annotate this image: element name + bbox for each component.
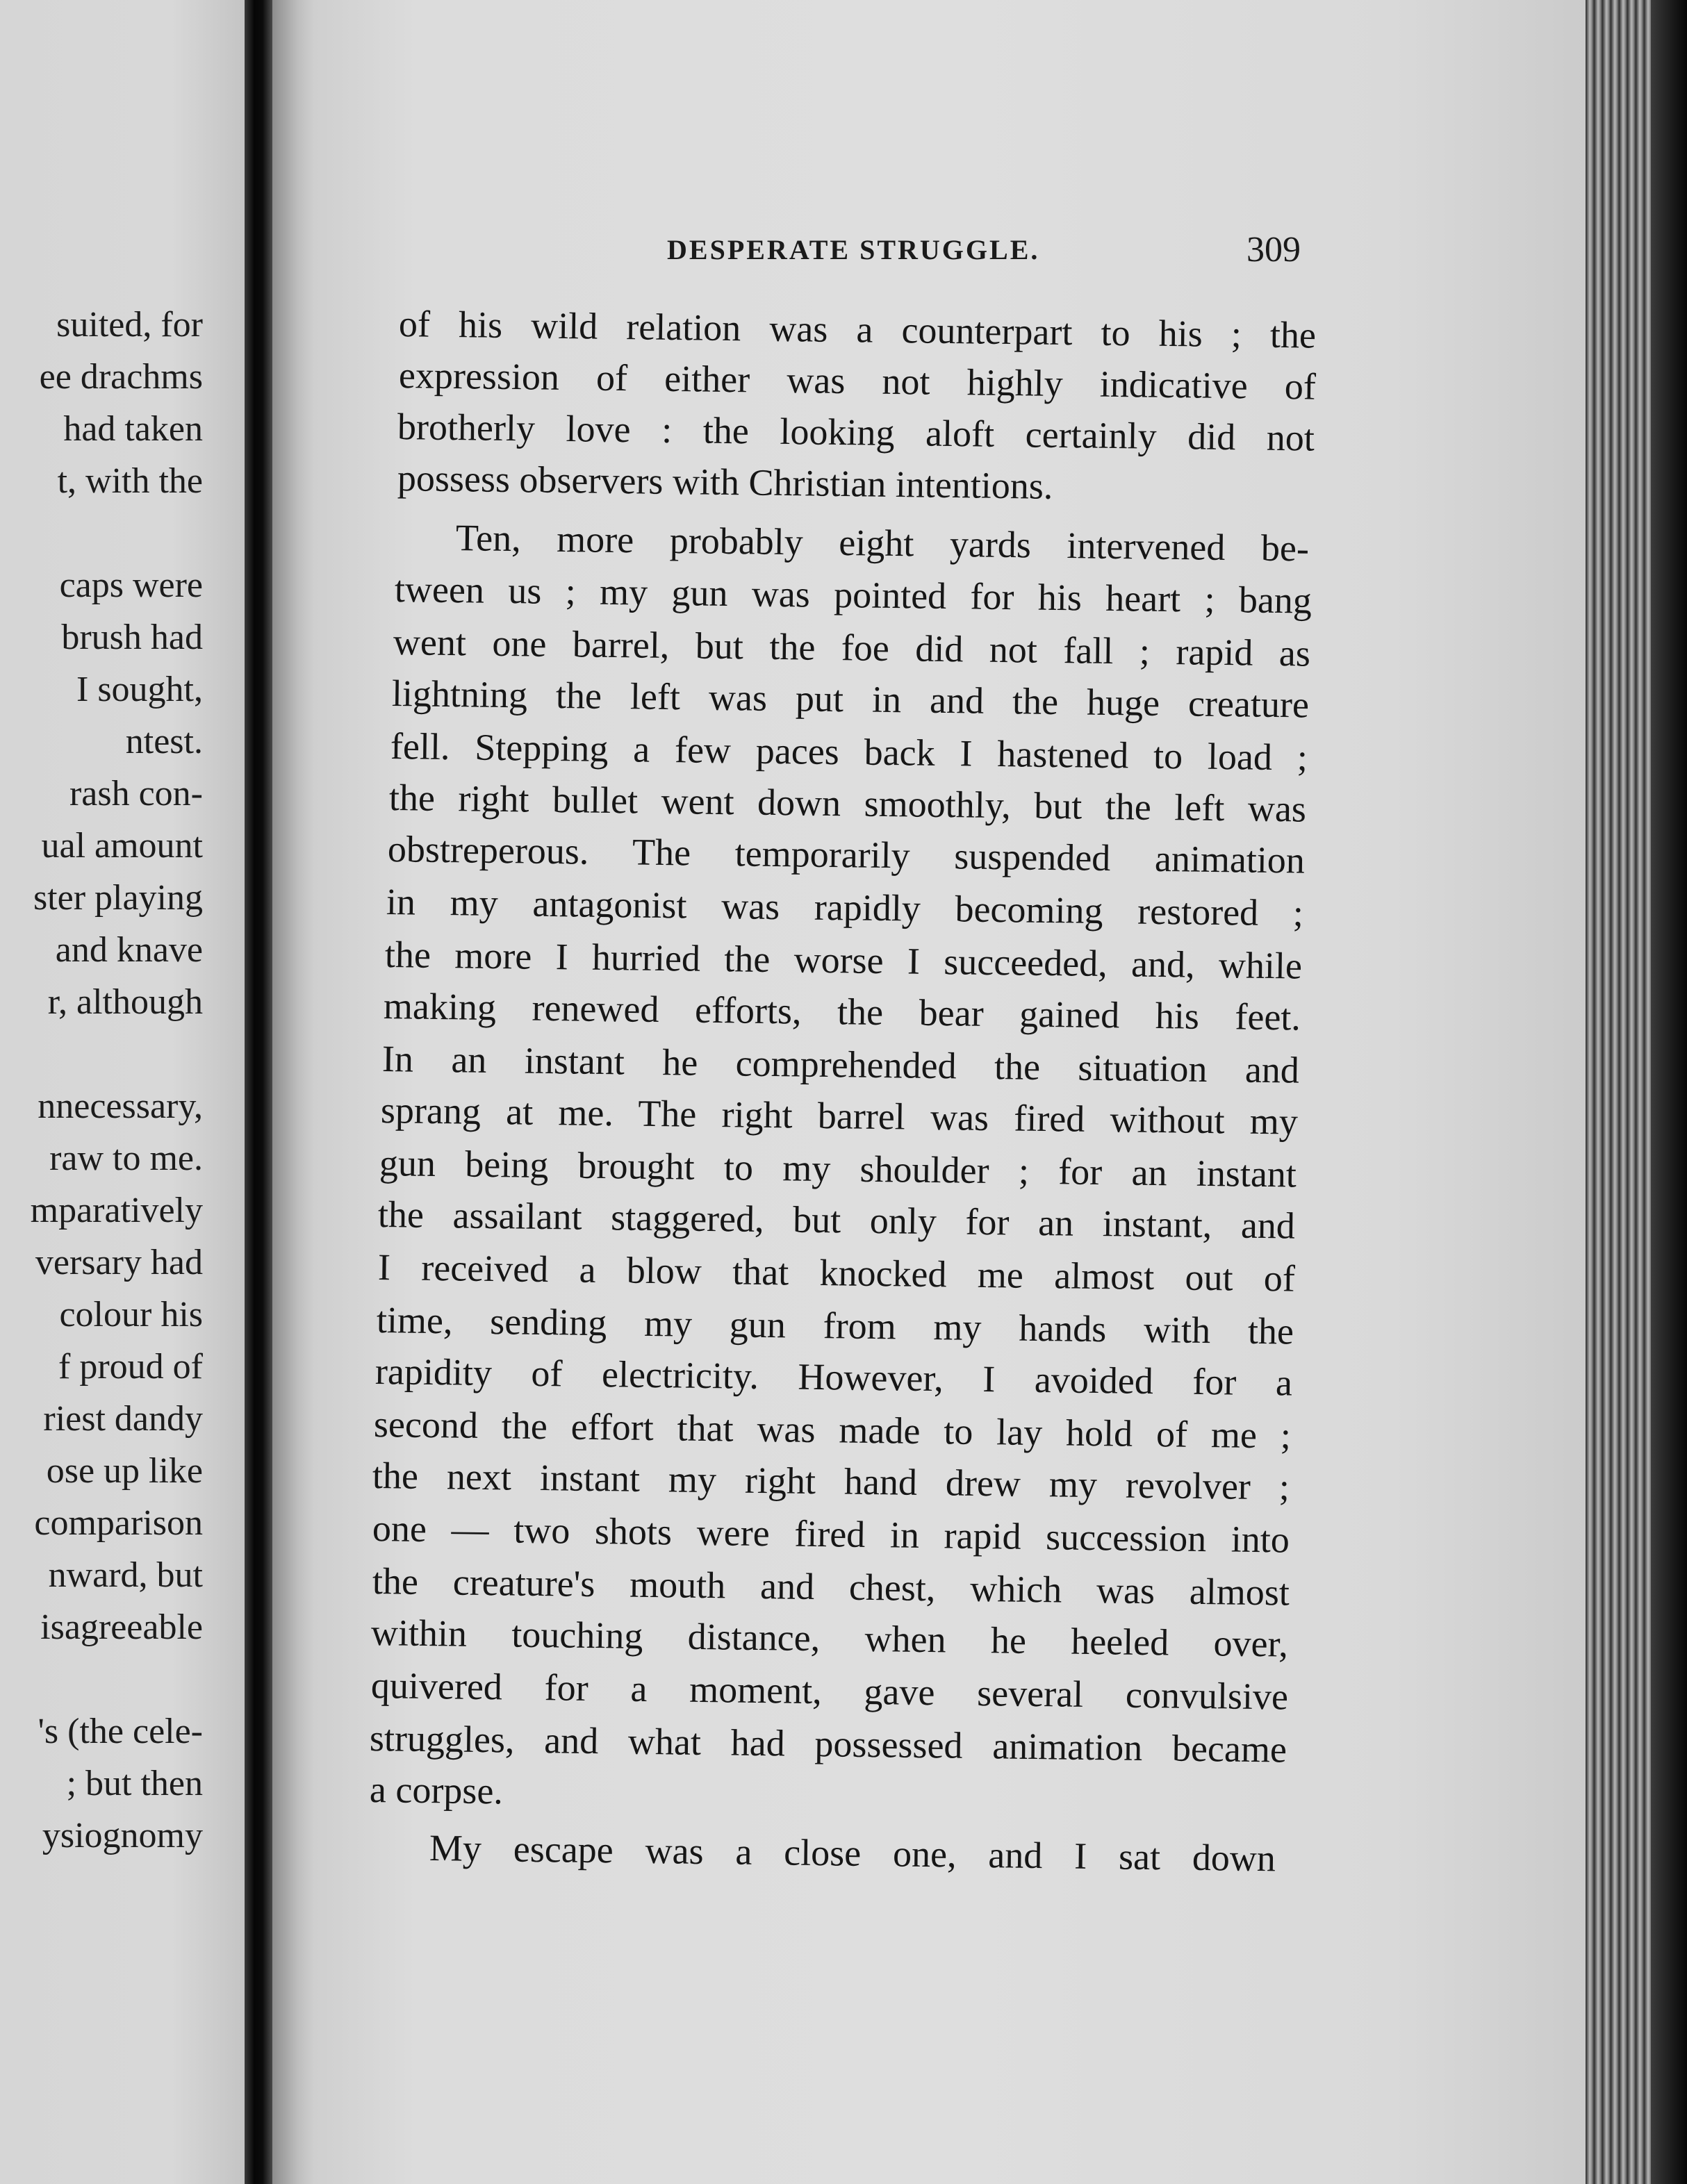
body-line: a corpse. xyxy=(369,1769,504,1812)
left-page-line: riest dandy xyxy=(43,1399,203,1439)
left-page-line: and knave xyxy=(55,930,203,970)
body-line: time, sending my gun from my hands with the xyxy=(376,1299,1294,1352)
body-line: possess observers with Christian intentions. xyxy=(397,457,1053,507)
left-page-line: ysiognomy xyxy=(42,1816,203,1855)
left-page-line: comparison xyxy=(34,1503,203,1543)
body-line: the more I hurried the worse I succeeded, and, while xyxy=(384,934,1303,987)
running-title: DESPERATE STRUGGLE. xyxy=(667,234,1040,265)
body-line: went one barrel, but the foe did not fall ; rapid as xyxy=(393,621,1311,675)
body-line: making renewed efforts, the bear gained his feet. xyxy=(383,985,1301,1039)
left-page-line: colour his xyxy=(59,1295,203,1334)
left-page-line: ee drachms xyxy=(39,357,203,397)
body-line: struggles, and what had possessed animation became xyxy=(369,1717,1287,1771)
left-page-line: nnecessary, xyxy=(38,1086,203,1126)
gutter-shadow xyxy=(272,0,314,2184)
body-line: within touching distance, when he heeled over, xyxy=(370,1612,1289,1665)
body-line: In an instant he comprehended the situation and xyxy=(381,1038,1300,1091)
body-line: expression of either was not highly indicative of xyxy=(398,354,1317,408)
left-page-line: ster playing xyxy=(33,878,203,918)
left-page-line: 's (the cele- xyxy=(38,1712,203,1751)
body-line: gun being brought to my shoulder ; for an instant xyxy=(379,1142,1297,1196)
body-line: obstreperous. The temporarily suspended animation xyxy=(387,828,1306,882)
left-page-line: rash con- xyxy=(69,774,203,813)
left-page-line: f proud of xyxy=(58,1347,203,1387)
left-page-text xyxy=(0,299,203,1862)
body-line: I received a blow that knocked me almost out of xyxy=(377,1246,1296,1300)
left-page-line: versary had xyxy=(35,1243,203,1282)
body-line: in my antagonist was rapidly becoming restored ; xyxy=(386,881,1304,934)
body-line: quivered for a moment, gave several convulsive xyxy=(370,1664,1289,1718)
left-page-line: isagreeable xyxy=(40,1607,203,1647)
left-page-line: caps were xyxy=(59,565,203,605)
body-line: the creature's mouth and chest, which was almost xyxy=(372,1560,1290,1614)
body-line: lightning the left was put in and the huge creature xyxy=(391,672,1310,726)
body-line: the assailant staggered, but only for an instant, and xyxy=(377,1193,1296,1247)
left-page-line: raw to me. xyxy=(49,1139,203,1178)
body-line: fell. Stepping a few paces back I hastened to load ; xyxy=(390,725,1308,779)
body-line: My escape was a close one, and I sat down xyxy=(429,1827,1276,1880)
left-page-line: ; but then xyxy=(66,1764,203,1803)
body-line: rapidity of electricity. However, I avoided for a xyxy=(375,1350,1293,1404)
body-line: the next instant my right hand drew my revolver ; xyxy=(372,1455,1290,1508)
left-page-line xyxy=(0,507,203,559)
left-page-line: brush had xyxy=(61,618,203,657)
left-page-line xyxy=(0,1653,203,1705)
left-page xyxy=(0,0,245,2184)
body-line: Ten, more probably eight yards intervened be- xyxy=(455,517,1310,570)
left-page-line: ntest. xyxy=(125,722,203,761)
book-gutter xyxy=(245,0,272,2184)
body-line: sprang at me. The right barrel was fired without my xyxy=(380,1089,1299,1143)
left-page-line: ose up like xyxy=(46,1451,203,1491)
body-line: one — two shots were fired in rapid succession into xyxy=(372,1507,1290,1561)
left-page-line: had taken xyxy=(63,409,203,449)
left-page-line xyxy=(0,1028,203,1080)
left-page-line: suited, for xyxy=(56,305,203,345)
left-page-line: I sought, xyxy=(76,670,203,709)
book-edge xyxy=(1651,0,1687,2184)
page-number: 309 xyxy=(1246,230,1301,270)
body-line: of his wild relation was a counterpart to his ; the xyxy=(398,303,1317,356)
left-page-line: nward, but xyxy=(48,1555,203,1595)
body-line: tween us ; my gun was pointed for his heart ; bang xyxy=(394,568,1312,622)
body-line: second the effort that was made to lay hold of me ; xyxy=(373,1403,1292,1457)
body-line: the right bullet went down smoothly, but the left was xyxy=(388,777,1307,830)
body-line: brotherly love : the looking aloft certainly did not xyxy=(397,406,1315,459)
left-page-line: r, although xyxy=(47,982,203,1022)
left-page-line: ual amount xyxy=(41,826,203,866)
left-page-line: t, with the xyxy=(57,461,203,501)
left-page-line: mparatively xyxy=(30,1191,203,1230)
